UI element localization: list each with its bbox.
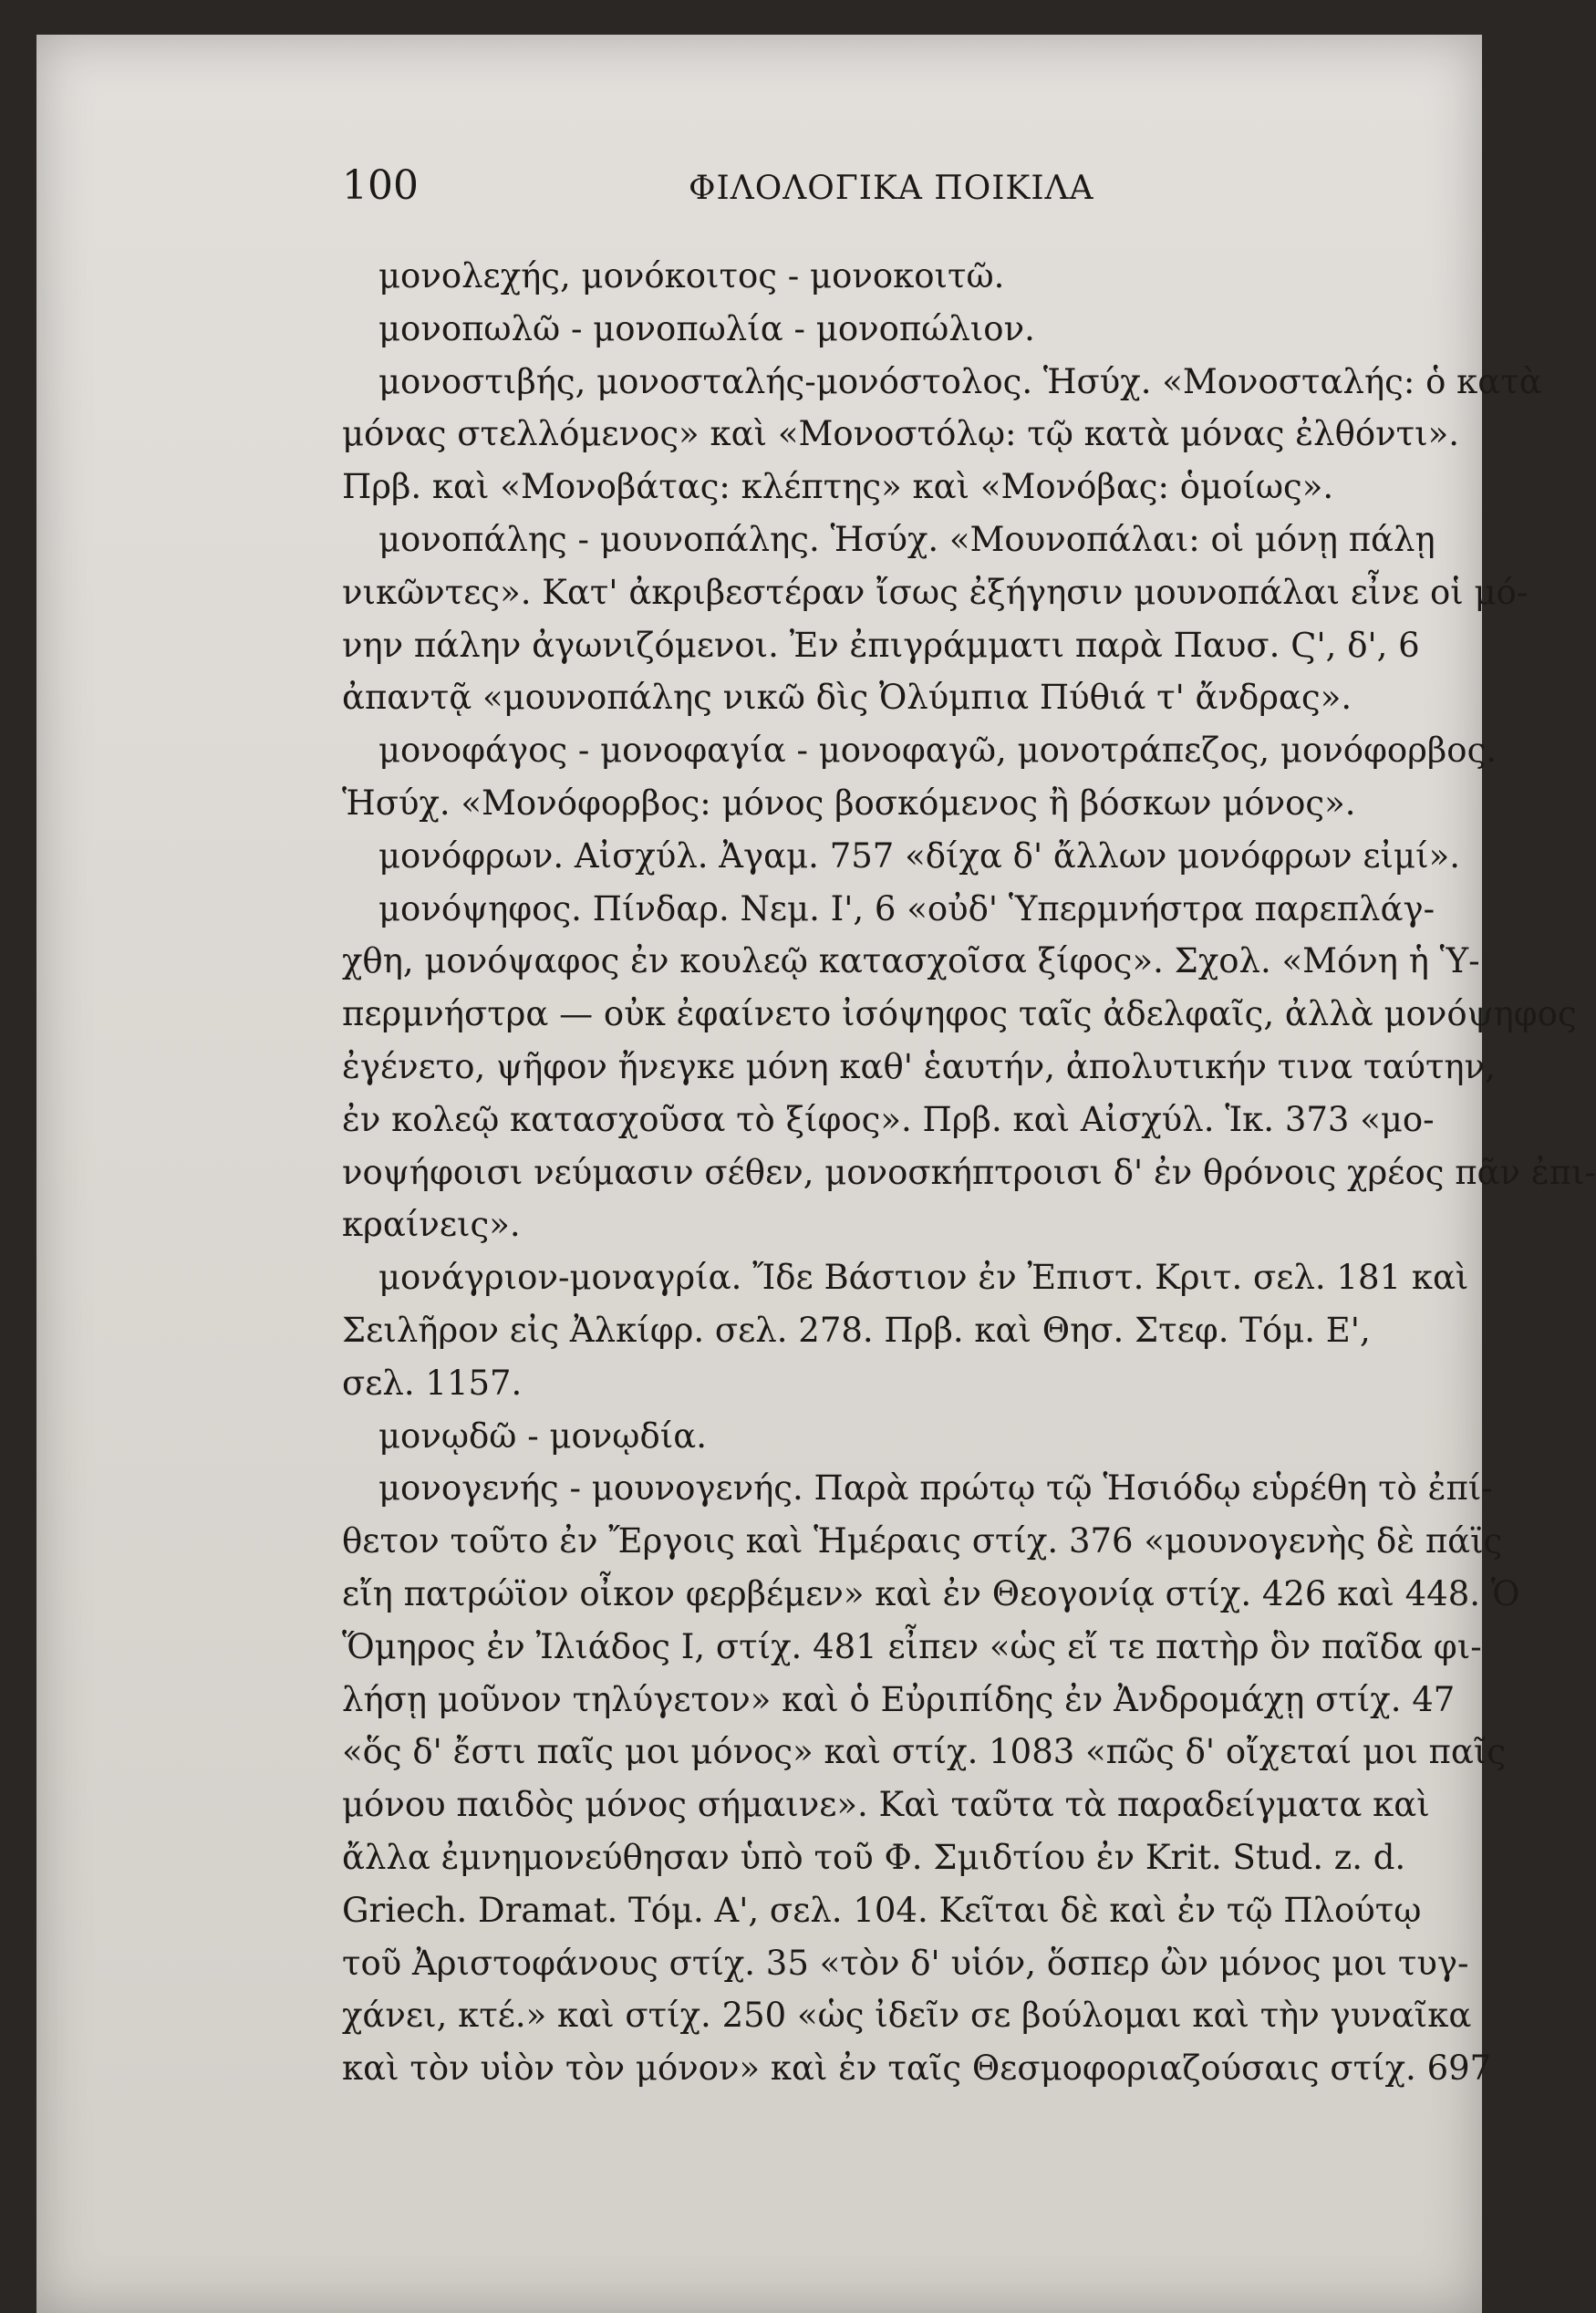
text-line: σελ. 1157. <box>342 1363 523 1403</box>
text-line: ἄλλα ἐμνημονεύθησαν ὑπὸ τοῦ Φ. Σμιδτίου ἐν Krit. Stud. z. d. <box>342 1837 1406 1877</box>
text-line: Ἡσύχ. «Μονόφορβος: μόνος βοσκόμενος ἢ βόσκων μόνος». <box>342 783 1356 823</box>
text-line: χθη, μονόψαφος ἐν κουλεῷ κατασχοῖσα ξίφος». Σχολ. «Μόνη ἡ Ὑ- <box>342 941 1480 981</box>
text-line: μονῳδῶ - μονῳδία. <box>378 1416 707 1456</box>
text-line: μονογενής - μουνογενής. Παρὰ πρώτῳ τῷ Ἡσιόδῳ εὑρέθη τὸ ἐπί- <box>378 1468 1493 1509</box>
text-line: νοψήφοισι νεύμασιν σέθεν, μονοσκήπτροισι δ' ἐν θρόνοις χρέος πᾶν ἐπι- <box>342 1152 1596 1192</box>
text-line: καὶ τὸν υἱὸν τὸν μόνον» καὶ ἐν ταῖς Θεσμοφοριαζούσαις στίχ. 697 <box>342 2049 1492 2089</box>
text-line: μονόφρων. Αἰσχύλ. Ἀγαμ. 757 «δίχα δ' ἄλλων μονόφρων εἰμί». <box>378 835 1460 876</box>
text-line: τοῦ Ἀριστοφάνους στίχ. 35 «τὸν δ' υἱόν, ὅσπερ ὢν μόνος μοι τυγ- <box>342 1943 1469 1983</box>
text-line: μονόψηφος. Πίνδαρ. Νεμ. Ι', 6 «οὐδ' Ὑπερμνήστρα παρεπλάγ- <box>378 888 1435 928</box>
text-line: «ὅς δ' ἔστι παῖς μοι μόνος» καὶ στίχ. 1083 «πῶς δ' οἴχεταί μοι παῖς <box>342 1732 1507 1772</box>
text-line: Πρβ. καὶ «Μονοβάτας: κλέπτης» καὶ «Μονόβας: ὁμοίως». <box>342 467 1334 507</box>
text-line: Ὅμηρος ἐν Ἰλιάδος Ι, στίχ. 481 εἶπεν «ὡς εἴ τε πατὴρ ὃν παῖδα φι- <box>342 1626 1482 1666</box>
text-line: νην πάλην ἀγωνιζόμενοι. Ἐν ἐπιγράμματι παρὰ Παυσ. Ϛ', δ', 6 <box>342 625 1420 665</box>
text-line: Griech. Dramat. Τόμ. Α', σελ. 104. Κεῖται δὲ καὶ ἐν τῷ Πλούτῳ <box>342 1890 1422 1930</box>
book-page <box>36 35 1596 2313</box>
text-line: χάνει, κτέ.» καὶ στίχ. 250 «ὡς ἰδεῖν σε βούλομαι καὶ τὴν γυναῖκα <box>342 1996 1472 2036</box>
text-line: εἴη πατρώϊον οἶκον φερβέμεν» καὶ ἐν Θεογονίᾳ στίχ. 426 καὶ 448. Ὁ <box>342 1573 1520 1613</box>
text-line: κραίνεις». <box>342 1205 521 1245</box>
page-number: 100 <box>342 162 419 209</box>
text-line: ἐγένετο, ψῆφον ἤνεγκε μόνη καθ' ἑαυτήν, ἀπολυτικήν τινα ταύτην, <box>342 1046 1496 1086</box>
text-line: ἐν κολεῷ κατασχοῦσα τὸ ξίφος». Πρβ. καὶ Αἰσχύλ. Ἱκ. 373 «μο- <box>342 1099 1435 1139</box>
text-line: θετον τοῦτο ἐν Ἔργοις καὶ Ἡμέραις στίχ. 376 «μουνογενὴς δὲ πάϊς <box>342 1521 1503 1561</box>
text-line: μονοφάγος - μονοφαγία - μονοφαγῶ, μονοτράπεζος, μονόφορβος. <box>378 731 1498 771</box>
text-line: ἀπαντᾷ «μουνοπάλης νικῶ δὶς Ὀλύμπια Πύθιά τ' ἄνδρας». <box>342 678 1352 718</box>
text-line: μόνας στελλόμενος» καὶ «Μονοστόλῳ: τῷ κατὰ μόνας ἐλθόντι». <box>342 414 1459 454</box>
text-line: μονοστιβής, μονοσταλής-μονόστολος. Ἡσύχ. «Μονοσταλής: ὁ κατὰ <box>378 361 1542 401</box>
text-line: μονοπάλης - μουνοπάλης. Ἡσύχ. «Μουνοπάλαι: οἱ μόνῃ πάλῃ <box>378 519 1435 559</box>
text-line: μονολεχής, μονόκοιτος - μονοκοιτῶ. <box>378 256 1005 296</box>
text-line: περμνήστρα — οὐκ ἐφαίνετο ἰσόψηφος ταῖς ἀδελφαῖς, ἀλλὰ μονόψηφος <box>342 994 1577 1034</box>
text-line: μονάγριον-μοναγρία. Ἴδε Βάστιον ἐν Ἐπιστ. Κριτ. σελ. 181 καὶ <box>378 1258 1469 1298</box>
body-text <box>342 250 1596 2095</box>
text-line: λήσῃ μοῦνον τηλύγετον» καὶ ὁ Εὐριπίδης ἐν Ἀνδρομάχῃ στίχ. 47 <box>342 1679 1456 1719</box>
running-title: ΦΙΛΟΛΟΓΙΚΑ ΠΟΙΚΙΛΑ <box>689 170 1094 207</box>
text-line: Σειλῆρον εἰς Ἀλκίφρ. σελ. 278. Πρβ. καὶ Θησ. Στεφ. Τόμ. Ε', <box>342 1310 1371 1350</box>
text-line: νικῶντες». Κατ' ἀκριβεστέραν ἴσως ἐξήγησιν μουνοπάλαι εἶνε οἱ μό- <box>342 572 1529 612</box>
text-line: μονοπωλῶ - μονοπωλία - μονοπώλιον. <box>378 308 1035 348</box>
text-line: μόνου παιδὸς μόνος σήμαινε». Καὶ ταῦτα τὰ παραδείγματα καὶ <box>342 1785 1430 1825</box>
page-header <box>342 162 1117 217</box>
